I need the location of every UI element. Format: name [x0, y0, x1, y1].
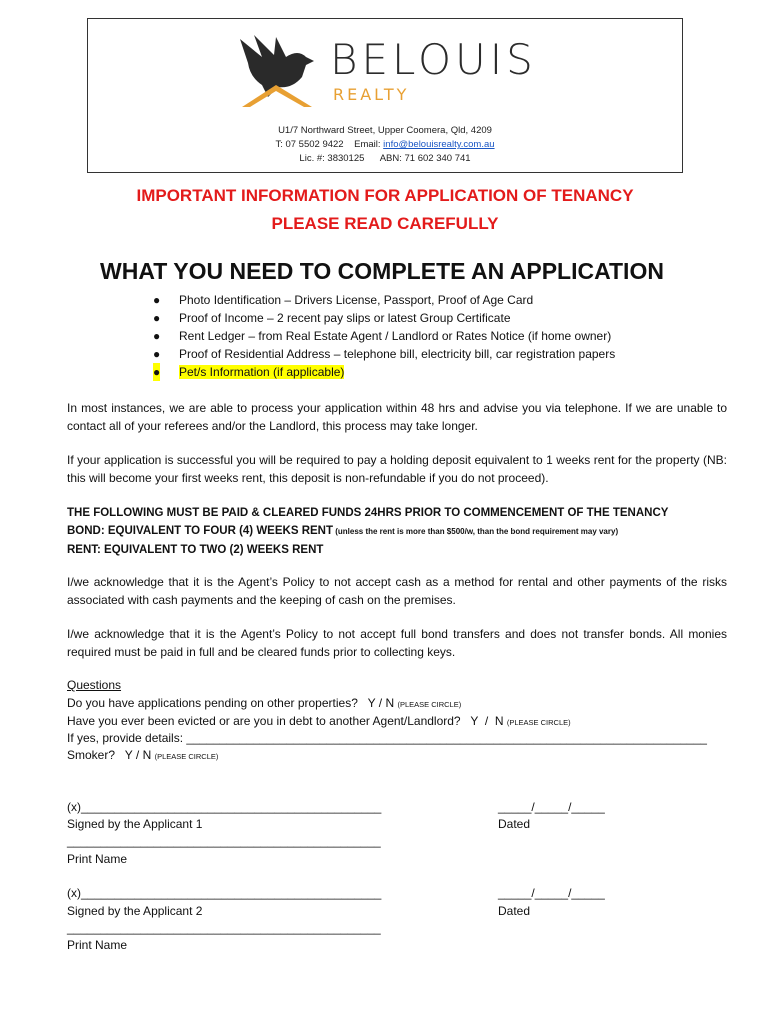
signed-label-2: Signed by the Applicant 2	[67, 904, 203, 918]
eagle-logo-icon	[232, 27, 332, 119]
signed-label-1: Signed by the Applicant 1	[67, 817, 203, 831]
list-item	[150, 363, 615, 381]
print-name-label-2: Print Name	[67, 938, 128, 952]
print-name-field-2[interactable]: _______________________________________________	[67, 921, 381, 935]
company-logo	[232, 27, 542, 119]
print-name-field-1[interactable]: _______________________________________________	[67, 834, 381, 848]
notice-subtitle: PLEASE READ CAREFULLY	[271, 214, 499, 233]
phone-label: T: 07 5502 9422 Email:	[275, 139, 384, 150]
bond-policy-paragraph: I/we acknowledge that it is the Agent’s Policy to not accept full bond transfers and does not transfer bonds. All monies required must be paid in full and be cleared funds prior to collecting keys.	[67, 627, 727, 659]
date-field-2[interactable]: _____/_____/_____	[498, 886, 605, 900]
address-line: U1/7 Northward Street, Upper Coomera, Qld, 4209	[278, 125, 492, 136]
requirements-list	[150, 291, 615, 381]
dated-label-1: Dated	[498, 817, 531, 831]
details-field[interactable]: If yes, provide details: ______________________________________________________________________________	[67, 731, 707, 745]
cash-policy-paragraph: I/we acknowledge that it is the Agent’s Policy to not accept cash as a method for rental and other payments of the risks associated with cash payments and the keeping of cash on the premises.	[67, 575, 727, 607]
highlighted-text: Pet/s Information (if applicable)	[179, 365, 345, 379]
bond-line: BOND: EQUIVALENT TO FOUR (4) WEEKS RENT	[67, 525, 333, 537]
email-link[interactable]: info@belouisrealty.com.au	[383, 139, 495, 150]
question-pending: Do you have applications pending on other properties? Y / N (PLEASE CIRCLE)	[67, 696, 462, 710]
bullet-icon: ●	[153, 329, 161, 343]
signature-field-1[interactable]: (x)_____________________________________________	[67, 800, 382, 814]
rent-line: RENT: EQUIVALENT TO TWO (2) WEEKS RENT	[67, 544, 324, 556]
brand-name: BELOUIS	[330, 35, 537, 84]
date-field-1[interactable]: _____/_____/_____	[498, 800, 605, 814]
list-item: ● Rent Ledger – from Real Estate Agent / Landlord or Rates Notice (if home owner)	[153, 329, 612, 343]
bullet-icon: ●	[153, 365, 161, 379]
questions-heading: Questions	[67, 678, 122, 692]
list-item: ● Photo Identification – Drivers License, Passport, Proof of Age Card	[153, 293, 534, 307]
phone-email-line	[87, 139, 683, 150]
notice-title: IMPORTANT INFORMATION FOR APPLICATION OF TENANCY	[136, 186, 634, 205]
bullet-icon: ●	[153, 293, 161, 307]
question-smoker: Smoker? Y / N (PLEASE CIRCLE)	[67, 748, 219, 762]
license-line: Lic. #: 3830125 ABN: 71 602 340 741	[299, 153, 471, 164]
bullet-icon: ●	[153, 347, 161, 361]
list-item: ● Proof of Income – 2 recent pay slips or latest Group Certificate	[153, 311, 511, 325]
section-title: WHAT YOU NEED TO COMPLETE AN APPLICATION	[100, 258, 664, 284]
print-name-label-1: Print Name	[67, 852, 128, 866]
question-evicted: Have you ever been evicted or are you in debt to another Agent/Landlord? Y / N (PLEASE CIRCLE)	[67, 714, 571, 728]
bond-note: (unless the rent is more than $500/w, than the bond requirement may vary)	[333, 527, 619, 536]
brand-subtitle: REALTY	[333, 85, 410, 104]
dated-label-2: Dated	[498, 904, 531, 918]
bullet-icon: ●	[153, 311, 161, 325]
signature-field-2[interactable]: (x)_____________________________________________	[67, 886, 382, 900]
payment-heading: THE FOLLOWING MUST BE PAID & CLEARED FUNDS 24HRS PRIOR TO COMMENCEMENT OF THE TENANCY	[67, 507, 669, 519]
processing-paragraph: In most instances, we are able to process your application within 48 hrs and advise you via telephone. If we are unable to contact all of your referees and/or the Landlord, this process may take longer.	[67, 401, 727, 433]
list-item: ● Proof of Residential Address – telephone bill, electricity bill, car registration papers	[153, 347, 616, 361]
payment-block	[67, 504, 727, 559]
deposit-paragraph: If your application is successful you will be required to pay a holding deposit equivalent to 1 weeks rent for the property (NB: this will become your first weeks rent, this deposit is non-refundable if you do not proceed).	[67, 453, 727, 485]
